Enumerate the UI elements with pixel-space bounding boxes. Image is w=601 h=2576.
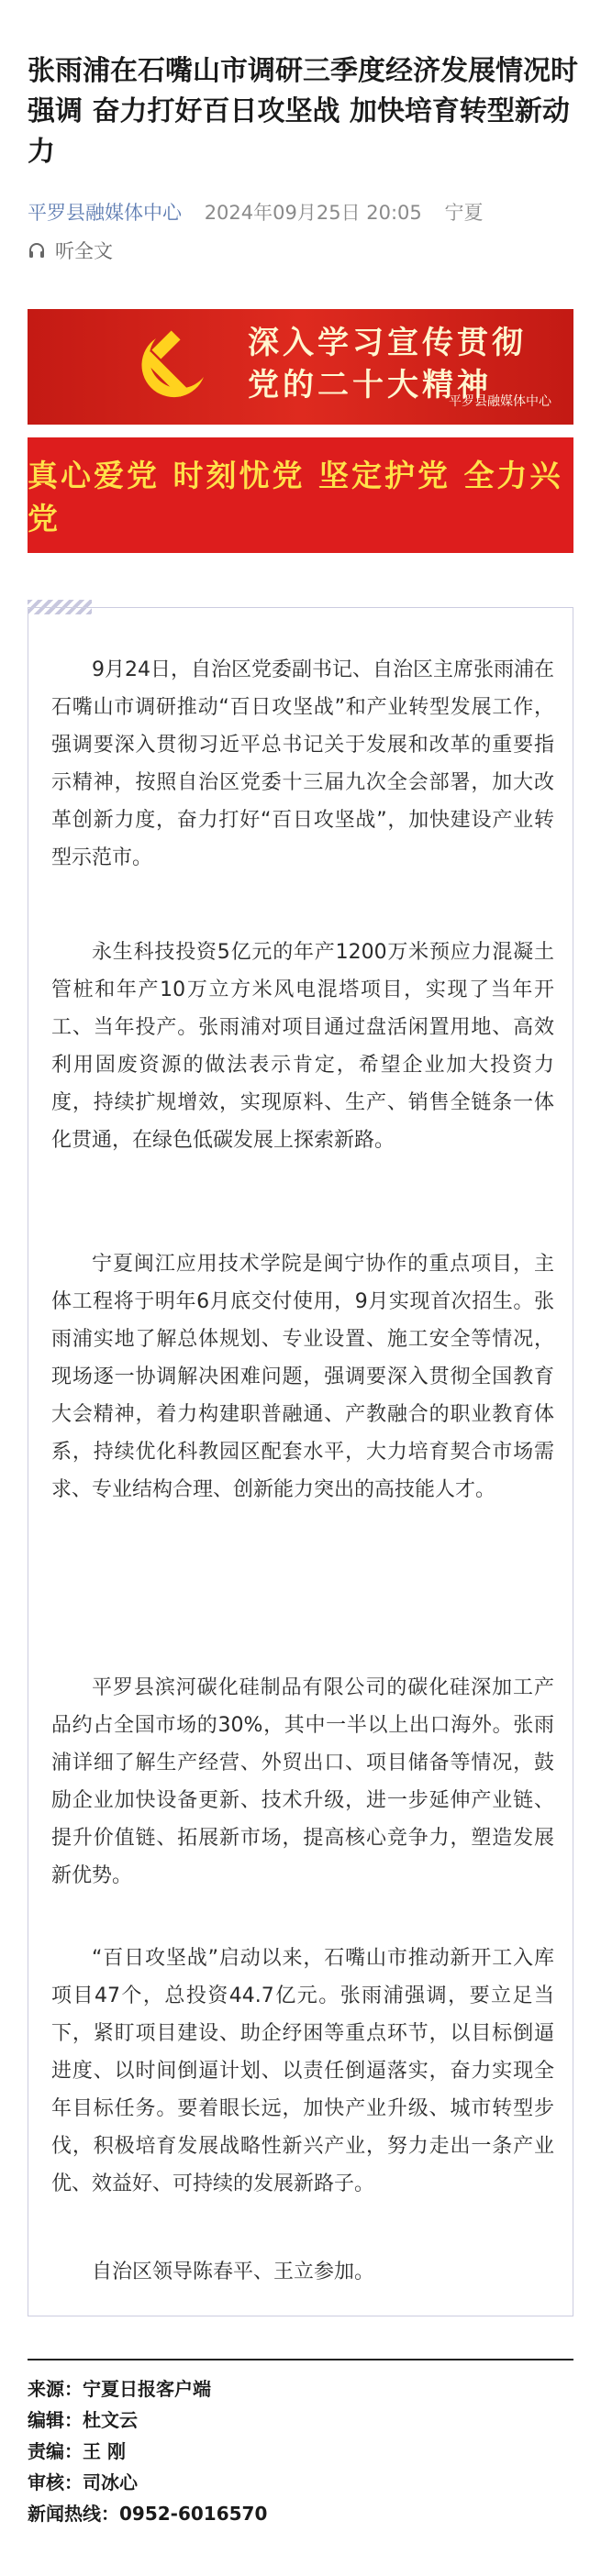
body-paragraph-1: 9月24日，自治区党委副书记、自治区主席张雨浦在石嘴山市调研推动“百日攻坚战”和产业转型发展工作，强调要深入贯彻习近平总书记关于发展和改革的重要指示精神，按照自治区党委十三届九次全会部署，加大改革创新力度，奋力打好“百日攻坚战”，加快建设产业转型示范市。 [51, 658, 554, 869]
credit-editor: 编辑：杜文云 [28, 2409, 138, 2431]
credit-chief-editor: 责编：王 刚 [28, 2440, 126, 2462]
body-paragraph-4: 平罗县滨河碳化硅制品有限公司的碳化硅深加工产品约占全国市场的30%，其中一半以上出口海外。张雨浦详细了解生产经营、外贸出口、项目储备等情况，鼓励企业加快设备更新、技术升级，进一步延伸产业链、提升价值链、拓展新市场，提高核心竞争力，塑造发展新优势。 [51, 1676, 554, 1887]
listen-label: 听全文 [55, 240, 113, 262]
banner1-line1: 深入学习宣传贯彻 [248, 325, 527, 361]
party-study-banner [28, 309, 573, 425]
credit-reviewer: 审核：司冰心 [28, 2471, 138, 2493]
headphones-icon [28, 241, 46, 260]
credit-hotline: 新闻热线：0952-6016570 [28, 2503, 268, 2525]
article-title: 张雨浦在石嘴山市调研三季度经济发展情况时强调 奋力打好百日攻坚战 加快培育转型新动力 [28, 55, 578, 168]
article-source-link[interactable]: 平罗县融媒体中心 [28, 202, 182, 224]
credit-source: 来源：宁夏日报客户端 [28, 2378, 211, 2400]
listen-full-text-button[interactable] [28, 237, 113, 264]
body-paragraph-3: 宁夏闽江应用技术学院是闽宁协作的重点项目，主体工程将于明年6月底交付使用，9月实现首次招生。张雨浦实地了解总体规划、专业设置、施工安全等情况，现场逐一协调解决困难问题，强调要深入贯彻全国教育大会精神，着力构建职普融通、产教融合的职业教育体系，持续优化科教园区配套水平，大力培育契合市场需求、专业结构合理、创新能力突出的高技能人才。 [51, 1253, 554, 1501]
banner1-brand: 平罗县融媒体中心 [449, 394, 551, 409]
body-paragraph-6: 自治区领导陈春平、王立参加。 [92, 2261, 375, 2283]
hammer-sickle-emblem-icon [128, 320, 220, 412]
body-paragraph-5: “百日攻坚战”启动以来，石嘴山市推动新开工入库项目47个，总投资44.7亿元。张雨浦强调，要立足当下，紧盯项目建设、助企纾困等重点环节，以目标倒逼进度、以时间倒逼计划、以责任倒逼落实，奋力实现全年目标任务。要着眼长远，加快产业升级、城市转型步伐，积极培育发展战略性新兴产业，努力走出一条产业优、效益好、可持续的发展新路子。 [51, 1947, 554, 2195]
party-slogan-banner [28, 437, 573, 553]
article-meta [28, 198, 499, 226]
body-paragraph-2: 永生科技投资5亿元的年产1200万米预应力混凝土管桩和年产10万立方米风电混塔项目，实现了当年开工、当年投产。张雨浦对项目通过盘活闲置用地、高效利用固废资源的做法表示肯定，希望企业加大投资力度，持续扩规增效，实现原料、生产、销售全链条一体化贯通，在绿色低碳发展上探索新路。 [51, 941, 554, 1152]
banner2-slogan: 真心爱党 时刻忧党 坚定护党 全力兴党 [28, 458, 563, 536]
article-datetime: 2024年09月25日 20:05 [204, 202, 422, 224]
banner1-line2: 党的二十大精神 [248, 367, 492, 404]
article-region: 宁夏 [444, 202, 484, 224]
article-credits [28, 2359, 573, 2529]
